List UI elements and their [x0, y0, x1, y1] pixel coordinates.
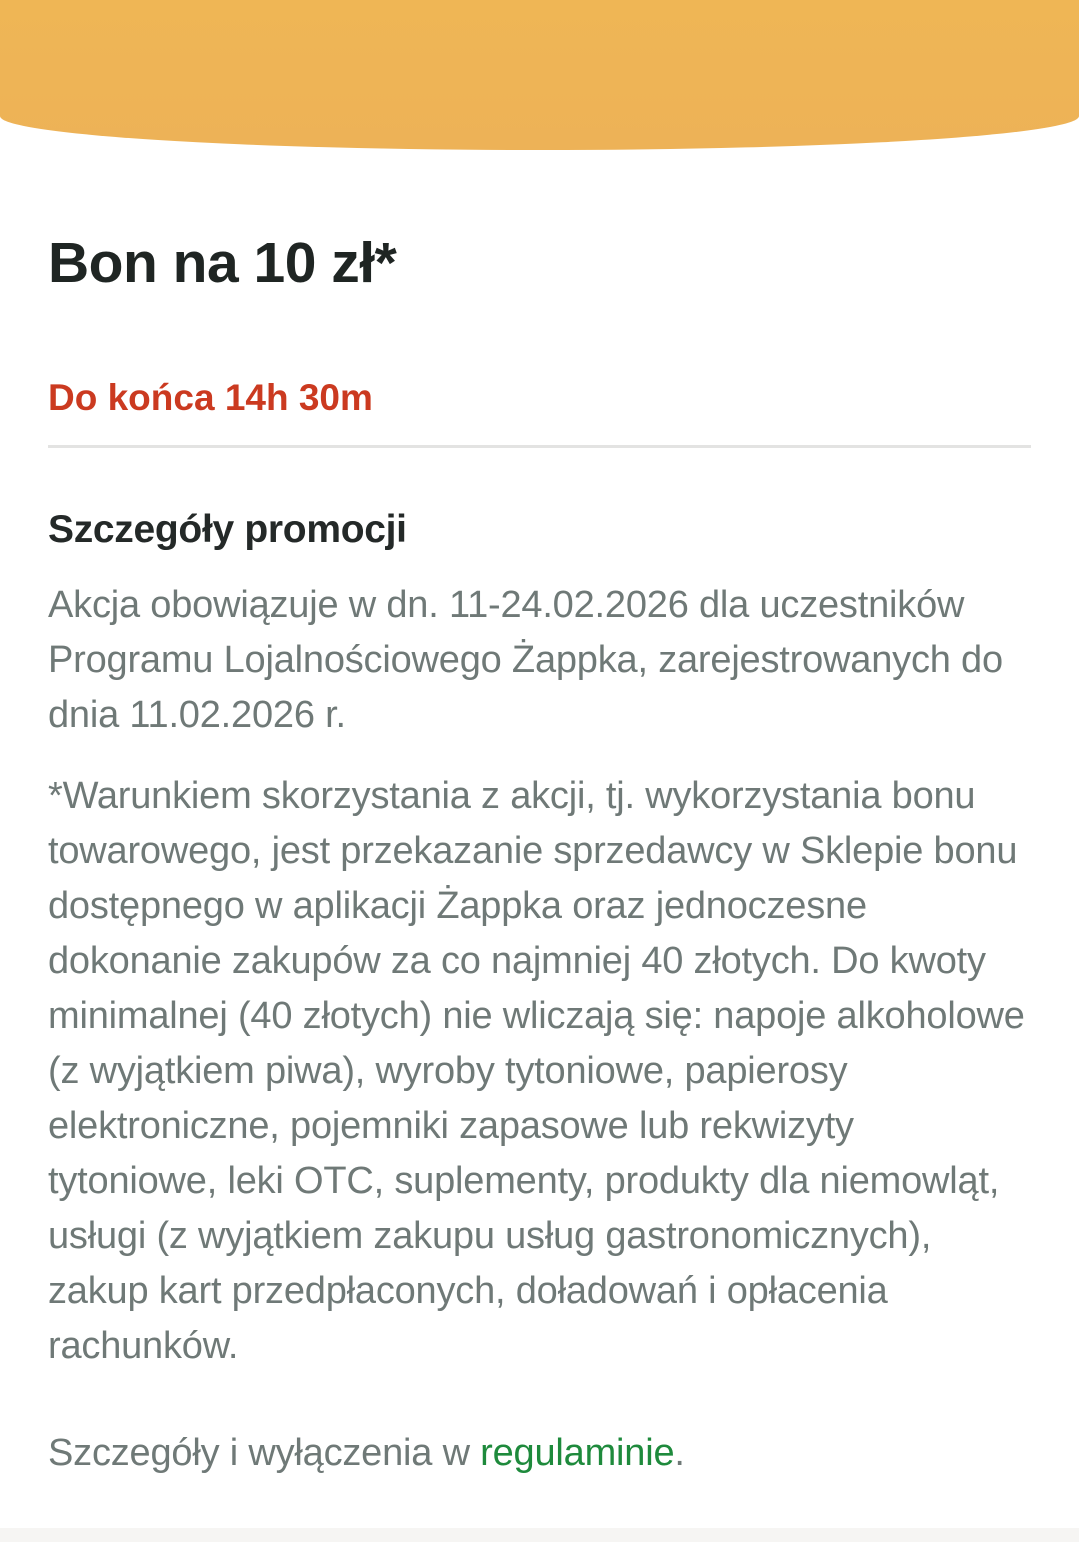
- bottom-sheet-edge: [0, 1528, 1079, 1542]
- terms-line-prefix: Szczegóły i wyłączenia w: [48, 1432, 481, 1474]
- terms-line: [48, 1426, 1031, 1481]
- header-curved-banner: [0, 0, 1079, 150]
- divider: [48, 445, 1031, 448]
- terms-link[interactable]: regulaminie: [480, 1432, 675, 1474]
- promo-title: Bon na 10 zł*: [48, 231, 397, 295]
- terms-line-suffix: .: [674, 1432, 685, 1474]
- promo-paragraph-conditions: *Warunkiem skorzystania z akcji, tj. wykorzystania bonu towarowego, jest przekazanie sprzedawcy w Sklepie bonu dostępnego w aplikacji Żappka oraz jednoczesne dokonanie zakupów za co najmniej 40 złotych. Do kwoty minimalnej (40 złotych) nie wliczają się: napoje alkoholowe (z wyjątkiem piwa), wyroby tytoniowe, papierosy elektroniczne, pojemniki zapasowe lub rekwizyty tytoniowe, leki OTC, suplementy, produkty dla niemowląt, usługi (z wyjątkiem zakupu usług gastronomicznych), zakup kart przedpłaconych, doładowań i opłacenia rachunków.: [48, 775, 1025, 1367]
- promo-paragraph-validity: Akcja obowiązuje w dn. 11-24.02.2026 dla uczestników Programu Lojalnościowego Żappka, zarejestrowanych do dnia 11.02.2026 r.: [48, 584, 1003, 736]
- promo-content: [0, 230, 1079, 1481]
- promo-details-heading: Szczegóły promocji: [48, 508, 407, 551]
- countdown-label: Do końca 14h 30m: [48, 377, 373, 418]
